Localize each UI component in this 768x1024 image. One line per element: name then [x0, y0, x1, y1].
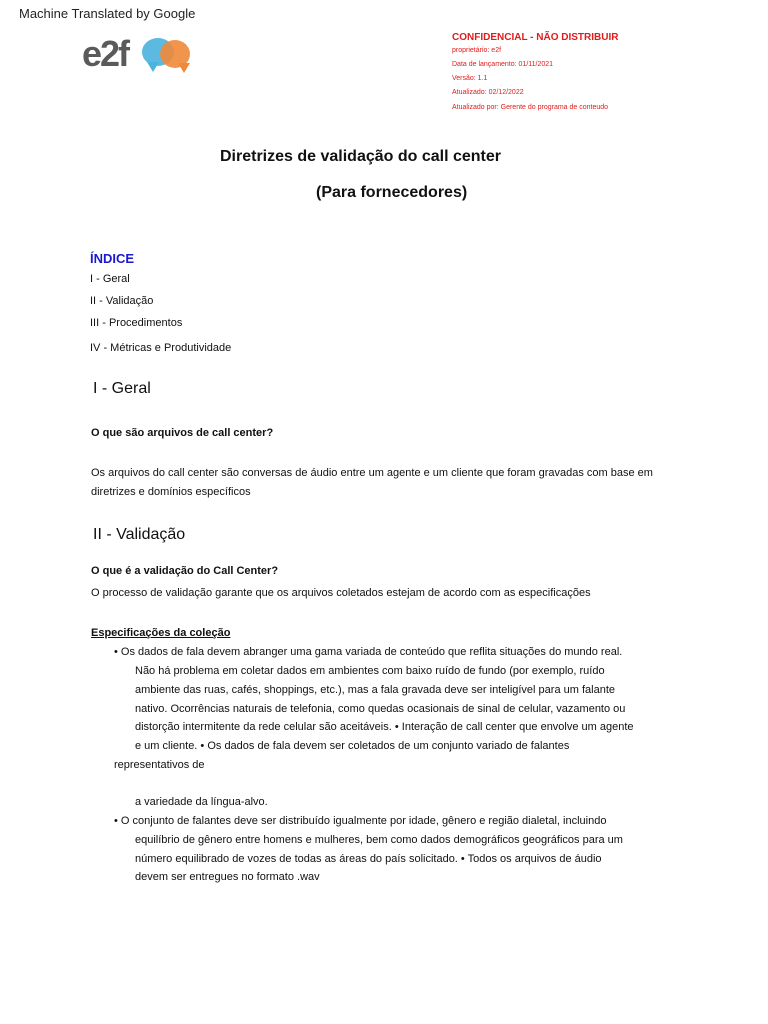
spec-line: • Os dados de fala devem abranger uma gama variada de conteúdo que reflita situações do mundo real.	[114, 646, 623, 658]
toc-item-metricas: IV - Métricas e Produtividade	[90, 342, 232, 354]
spec-line: Não há problema em coletar dados em ambientes com baixo ruído de fundo (por exemplo, ruído	[135, 665, 605, 677]
spec-heading	[91, 627, 260, 639]
toc-item-procedimentos: III - Procedimentos	[90, 317, 183, 329]
bubble-tail-orange	[178, 63, 190, 73]
spec-line: equilíbrio de gênero entre homens e mulheres, bem como dados demográficos geográficos para um	[135, 834, 623, 846]
question-call-center-files: O que são arquivos de call center?	[91, 427, 274, 439]
spec-line: devem ser entregues no formato .wav	[135, 871, 320, 883]
document-subtitle: (Para fornecedores)	[316, 184, 468, 201]
answer-line: Os arquivos do call center são conversas de áudio entre um agente e um cliente que foram gravadas com base em	[91, 467, 653, 479]
spec-heading-text: Especificações da coleção	[91, 627, 231, 639]
answer-line: diretrizes e domínios específicos	[91, 486, 251, 498]
toc-item-geral: I - Geral	[90, 273, 130, 285]
section-heading-validacao: II - Validação	[93, 526, 186, 543]
bubble-tail-blue	[147, 62, 159, 72]
confidential-label: CONFIDENCIAL - NÃO DISTRIBUIR	[452, 32, 619, 43]
meta-launch-date: Data de lançamento: 01/11/2021	[452, 61, 554, 68]
spec-line: nativo. Ocorrências naturais de telefonia, como quedas ocasionais de sinal de celular, vazamento ou	[135, 703, 626, 715]
validation-answer: O processo de validação garante que os arquivos coletados estejam de acordo com as especificações	[91, 587, 591, 599]
meta-owner: proprietário: e2f	[452, 47, 502, 54]
spec-line: representativos de	[114, 759, 205, 771]
toc-item-validacao: II - Validação	[90, 295, 154, 307]
logo-wordmark: e2f	[82, 33, 129, 74]
spec-line: número equilibrado de vozes de todas as áreas do país solicitado. • Todos os arquivos de áudio	[135, 853, 602, 865]
meta-updated: Atualizado: 02/12/2022	[452, 89, 524, 96]
e2f-logo	[82, 33, 207, 78]
spec-line: a variedade da língua-alvo.	[135, 796, 268, 808]
question-validation: O que é a validação do Call Center?	[91, 565, 279, 577]
spec-line: ambiente das ruas, cafés, shoppings, etc.), mas a fala gravada deve ser inteligível para um falante	[135, 684, 615, 696]
spec-line: distorção intermitente da rede celular são aceitáveis. • Interação de call center que envolve um agente	[135, 721, 634, 733]
section-heading-geral: I - Geral	[93, 380, 151, 397]
meta-updated-by: Atualizado por: Gerente do programa de conteudo	[452, 104, 609, 111]
spec-line: e um cliente. • Os dados de fala devem ser coletados de um conjunto variado de falantes	[135, 740, 570, 752]
document-title: Diretrizes de validação do call center	[220, 148, 502, 165]
spec-line: • O conjunto de falantes deve ser distribuído igualmente por idade, gênero e região dialetal, incluindo	[114, 815, 607, 827]
toc-heading: ÍNDICE	[90, 251, 135, 266]
meta-version: Versão: 1.1	[452, 75, 488, 82]
machine-translation-banner: Machine Translated by Google	[19, 6, 196, 21]
